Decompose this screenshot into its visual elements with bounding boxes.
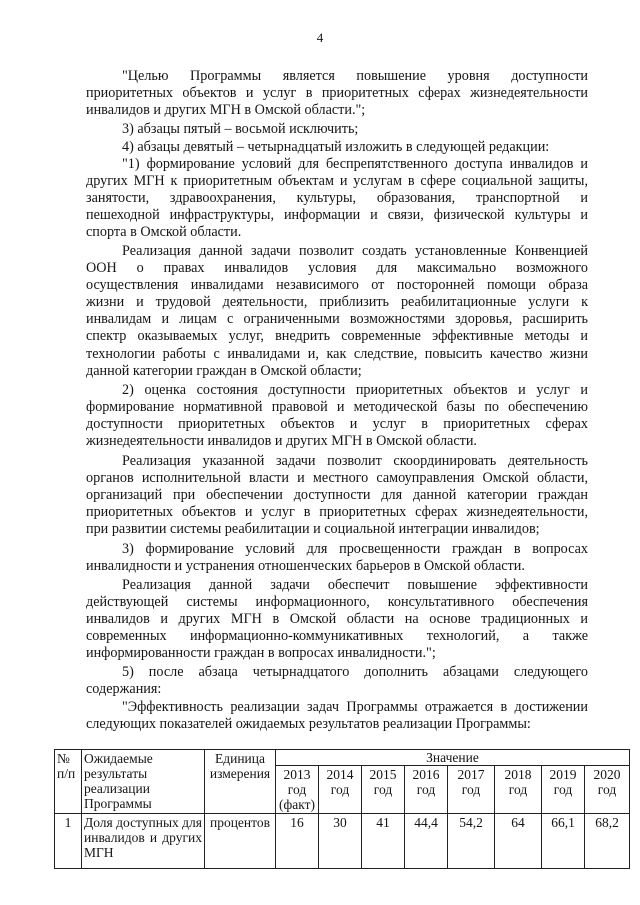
year-header (276, 766, 319, 814)
text-line: 2) оценка состояния доступности приоритетных объектов и услуг и (122, 382, 588, 398)
year-header (495, 766, 542, 814)
paragraph-8 (86, 541, 588, 575)
text-line: приоритетных объектов и услуг в приоритетных сферах жизнедеятельности (86, 85, 588, 102)
text-line: осуществления инвалидами независимого от посторонней помощи образа (86, 277, 588, 294)
year-header (405, 766, 448, 814)
row-value: 30 (319, 814, 362, 869)
year-header (362, 766, 405, 814)
year-sublabel: год (416, 782, 436, 797)
paragraph-10 (86, 664, 588, 698)
text-line: Реализация данной задачи обеспечит повышение эффективности (122, 577, 588, 593)
year-label: 2019 (549, 767, 577, 782)
row-unit: процентов (205, 814, 276, 869)
year-label: 2015 (369, 767, 397, 782)
text-line: занятости, здравоохранения, культуры, образования, транспортной и (86, 190, 588, 207)
text-line: 3) абзацы пятый – восьмой исключить; (122, 121, 359, 137)
year-label: 2018 (504, 767, 532, 782)
text-line: организаций при обеспечении доступности для данной категории граждан (86, 487, 588, 504)
header-number: № п/п (55, 750, 82, 814)
row-value: 44,4 (405, 814, 448, 869)
year-sublabel: год (508, 782, 528, 797)
header-value: Значение (276, 750, 630, 766)
text-line: данной категории граждан в Омской области; (86, 362, 362, 379)
row-value: 54,2 (448, 814, 495, 869)
text-line: спектр оказываемых услуг, внедрить современные эффективные методы и (86, 328, 588, 345)
text-line: Реализация указанной задачи позволит скоординировать деятельность (122, 453, 588, 469)
paragraph-5 (86, 243, 588, 380)
header-unit: Единица измерения (205, 750, 276, 814)
year-sublabel: год (373, 782, 393, 797)
text-line: органов исполнительной власти и местного самоуправления Омской области, (86, 470, 588, 487)
text-line: 3) формирование условий для просвещенности граждан в вопросах (122, 541, 588, 557)
row-value: 66,1 (542, 814, 585, 869)
row-value: 41 (362, 814, 405, 869)
paragraph-3 (86, 139, 588, 156)
paragraph-4 (86, 156, 588, 241)
text-line: других МГН к приоритетным объектам и услугам в сфере социальной защиты, (86, 173, 588, 190)
year-label: 2020 (593, 767, 621, 782)
row-number: 1 (55, 814, 82, 869)
text-line: пешеходной инфраструктуры, информации и связи, физической культуры и (86, 207, 588, 224)
year-header (585, 766, 630, 814)
year-header (448, 766, 495, 814)
paragraph-7 (86, 453, 588, 538)
text-line: инвалидов и других МГН в Омской области."; (86, 102, 366, 119)
row-result: Доля доступных для инвалидов и других МГН (82, 814, 205, 869)
text-line: 5) после абзаца четырнадцатого дополнить абзацами следующего (122, 664, 588, 680)
text-line: инвалидности и устранения отношенческих барьеров в Омской области. (86, 558, 525, 575)
text-line: жизнедеятельности инвалидов и других МГН в Омской области. (86, 433, 477, 450)
year-sublabel: год (330, 782, 350, 797)
text-line: "Целью Программы является повышение уровня доступности (122, 68, 588, 84)
text-line: технологии работы с инвалидами и, как следствие, повысить качество жизни (86, 345, 588, 362)
year-label: 2016 (412, 767, 440, 782)
text-line: Реализация данной задачи позволит создать установленные Конвенцией (122, 243, 588, 259)
row-value: 16 (276, 814, 319, 869)
year-label: 2014 (326, 767, 354, 782)
text-line: действующей системы информационного, консультативного обеспечения (86, 594, 588, 611)
text-line: содержания: (86, 681, 162, 698)
year-sublabel: год (факт) (278, 782, 315, 812)
row-value: 68,2 (585, 814, 630, 869)
text-line: современных информационно-коммуникативных технологий, а также (86, 628, 588, 645)
paragraph-9 (86, 577, 588, 662)
paragraph-1 (86, 68, 588, 119)
header-results: Ожидаемые результаты реализации Программы (82, 750, 205, 814)
row-value: 64 (495, 814, 542, 869)
year-label: 2013 (283, 767, 311, 782)
year-sublabel: год (553, 782, 573, 797)
indicators-table (54, 749, 630, 869)
year-header (542, 766, 585, 814)
text-line: при развитии системы реабилитации и социальной интеграции инвалидов; (86, 521, 540, 538)
text-line: следующих показателей ожидаемых результатов реализации Программы: (86, 716, 531, 733)
text-line: приоритетных объектов и услуг в приоритетных сферах жизнедеятельности, (86, 504, 588, 521)
text-line: "Эффективность реализации задач Программы отражается в достижении (122, 699, 588, 715)
text-line: ООН о правах инвалидов условия для максимально возможного (86, 260, 588, 277)
paragraph-2 (86, 121, 588, 138)
text-line: "1) формирование условий для беспрепятственного доступа инвалидов и (122, 156, 588, 172)
year-sublabel: год (461, 782, 481, 797)
text-line: информированности граждан в вопросах инвалидности."; (86, 645, 436, 662)
text-line: формирование нормативной правовой и методической базы по обеспечению (86, 399, 588, 416)
text-line: 4) абзацы девятый – четырнадцатый изложить в следующей редакции: (122, 139, 550, 155)
text-line: жизни и трудовой деятельности, приблизить реабилитационные услуги к (86, 294, 588, 311)
year-sublabel: год (597, 782, 617, 797)
text-line: инвалидам и лицам с ограниченными возможностями здоровья, расширить (86, 311, 588, 328)
text-line: инвалидов и других МГН в Омской области на основе традиционных и (86, 611, 588, 628)
year-header (319, 766, 362, 814)
year-label: 2017 (457, 767, 485, 782)
text-line: доступности приоритетных объектов и услуг в приоритетных сферах (86, 416, 588, 433)
paragraph-6 (86, 382, 588, 450)
table-row (55, 814, 630, 869)
page-number: 4 (316, 30, 324, 45)
text-line: спорта в Омской области. (86, 224, 242, 241)
paragraph-11 (86, 699, 588, 733)
